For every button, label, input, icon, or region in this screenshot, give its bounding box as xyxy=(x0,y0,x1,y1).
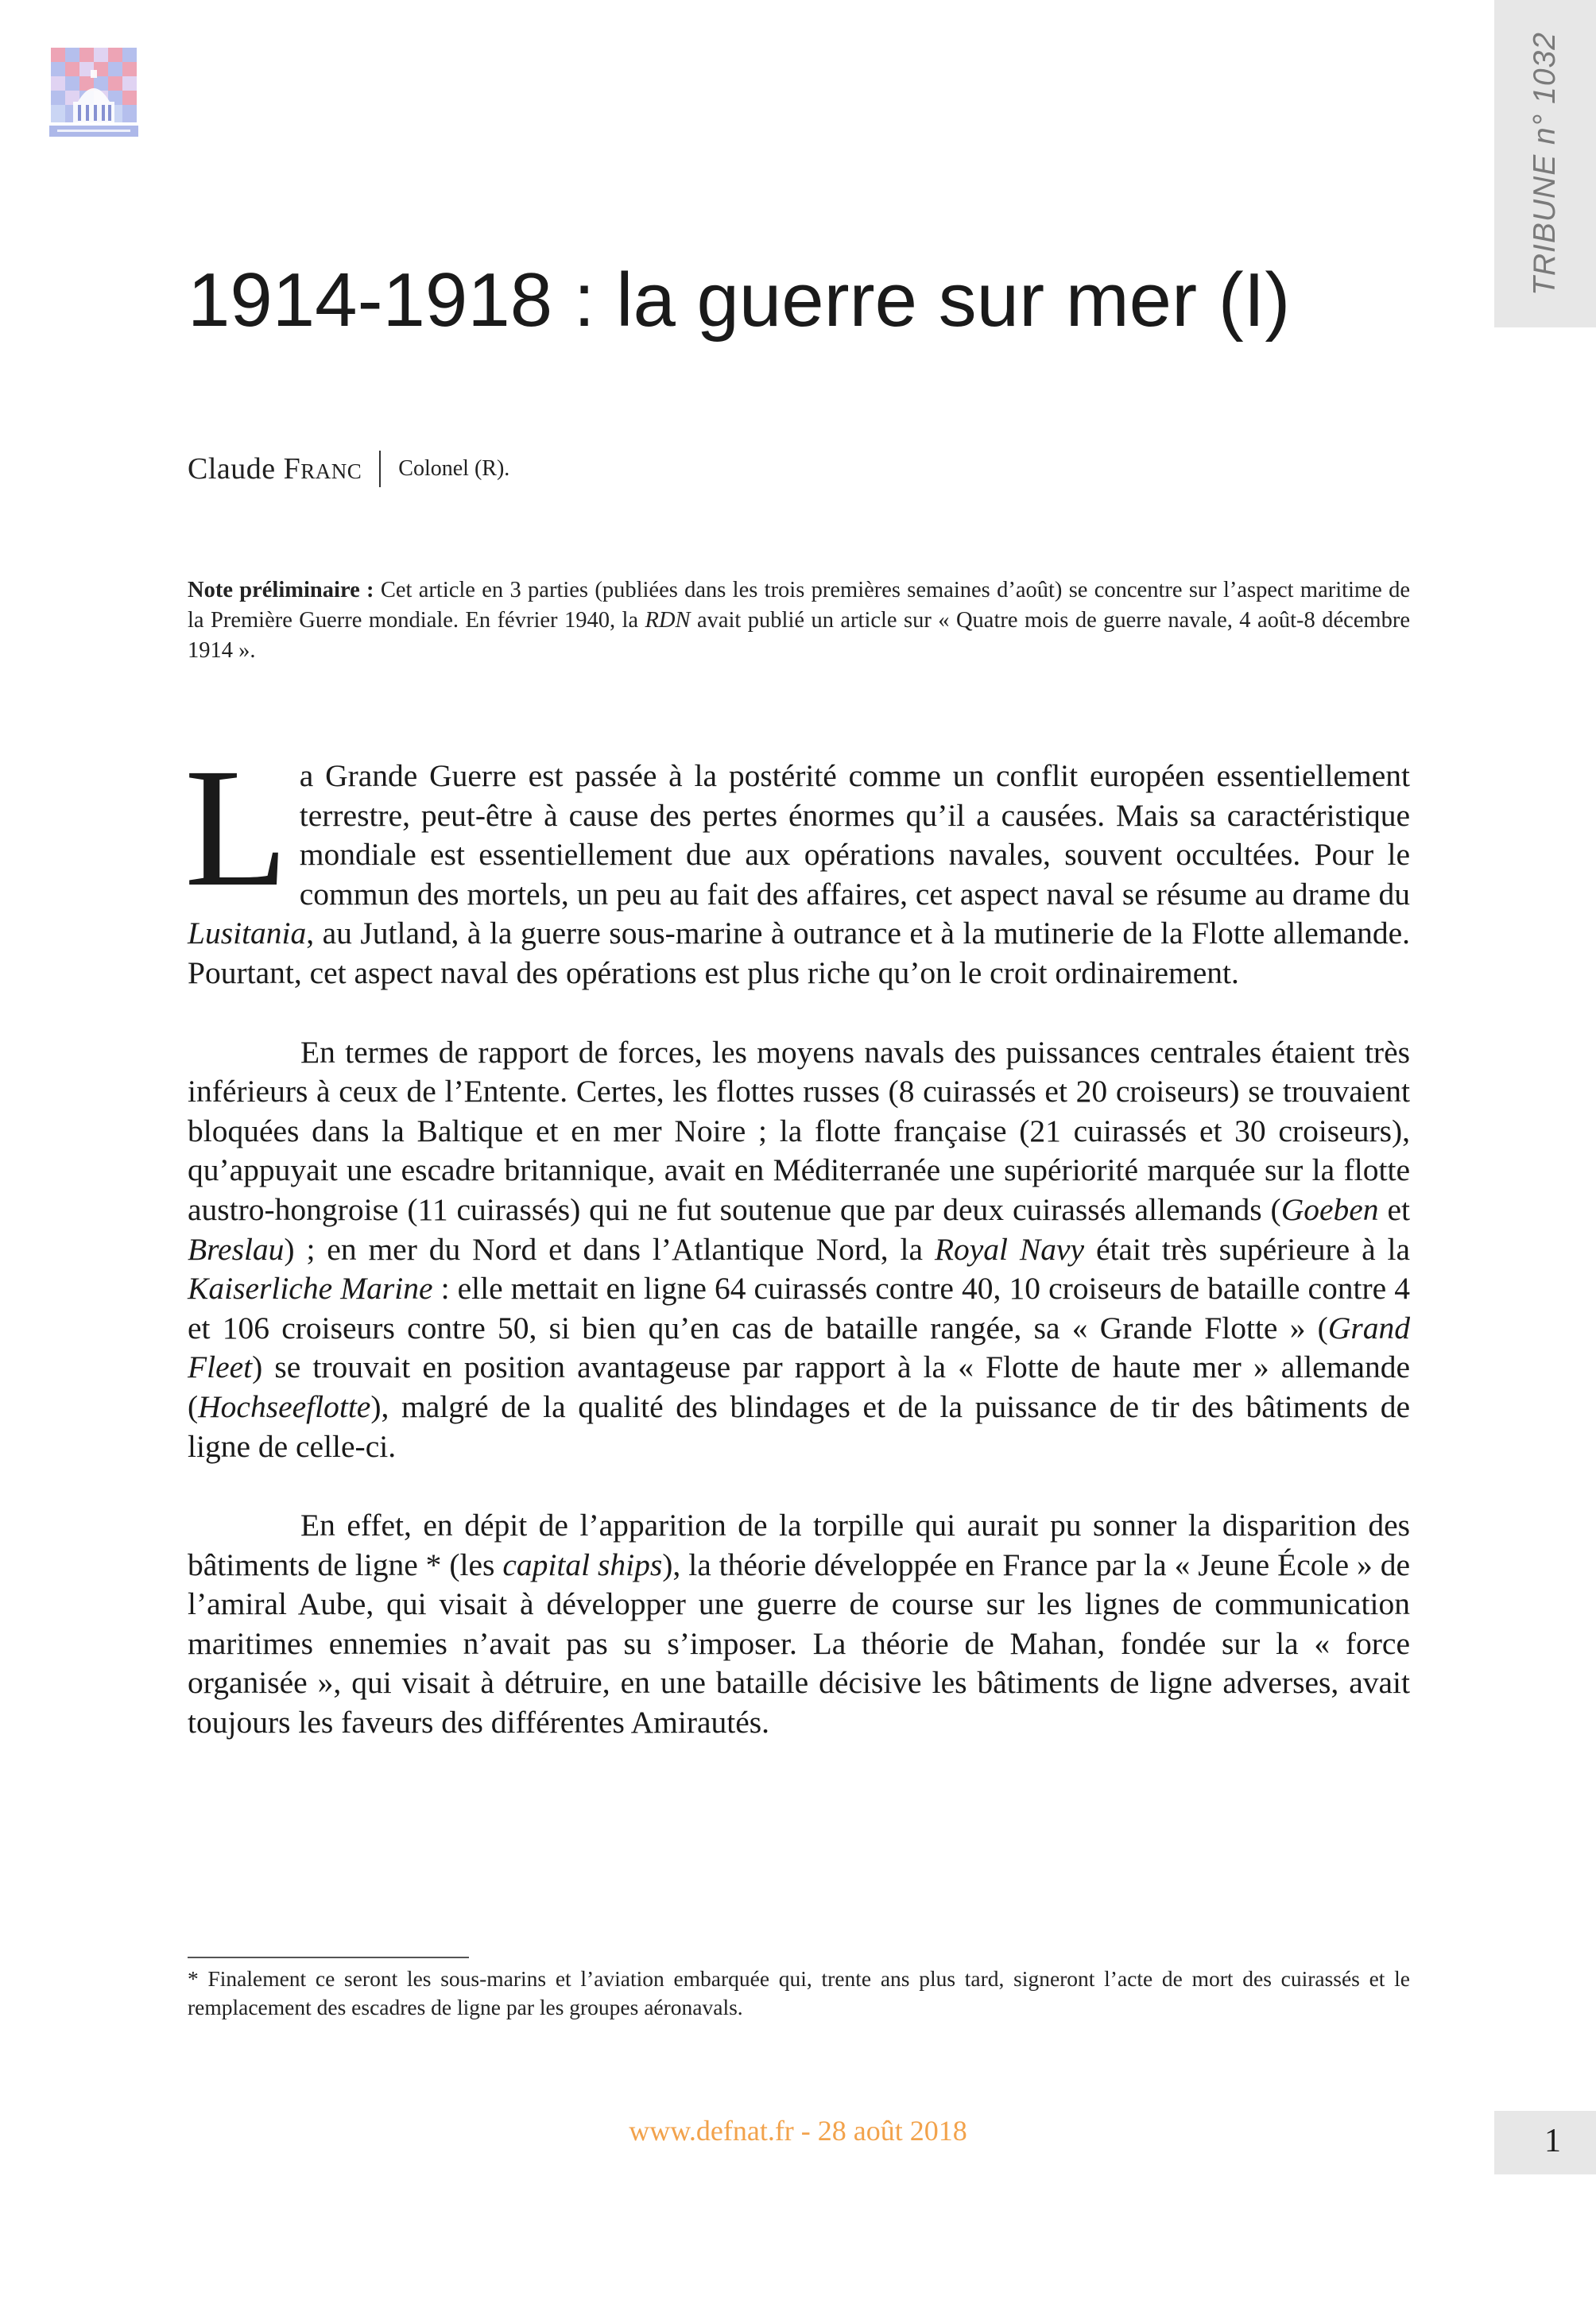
preliminary-note xyxy=(188,575,1410,666)
footer-link[interactable]: www.defnat.fr - 28 août 2018 xyxy=(629,2115,967,2147)
side-tab xyxy=(1494,0,1596,327)
p3-text-2: ), la théorie développée en France par la « Jeune École » de l’amiral Aube, qui visait à développer une guerre de course sur les lignes de communication maritimes ennemies n’avait pas su s’imposer. La théorie de Mahan, fondée sur la « force organisée », qui visait à détruire, en une bataille décisive les bâtiments de ligne adverses, avait toujours les faveurs des différentes Amirautés. xyxy=(188,1547,1410,1740)
p2-text-3: ) ; en mer du Nord et dans l’Atlantique Nord, la xyxy=(284,1231,924,1267)
p1-text-2: , au Jutland, à la guerre sous-marine à outrance et à la mutinerie de la Flotte allemande. Pourtant, cet aspect naval des opérations est plus riche qu’on le croit ordinairement. xyxy=(188,916,1410,990)
note-rdn: RDN xyxy=(645,608,691,633)
note-label: Note préliminaire : xyxy=(188,578,374,602)
p2-goeben: Goeben xyxy=(1280,1191,1379,1227)
p2-royal-navy: Royal Navy xyxy=(934,1231,1085,1267)
p2-text-5: : elle mettait en ligne 64 cuirassés contre 40, 10 croiseurs de bataille contre 4 et 106 croiseurs contre 50, si bien qu’en cas de bataille rangée, sa « Grande Flotte » ( xyxy=(188,1271,1410,1346)
p3-text-1: En effet, en dépit de l’apparition de la torpille qui aurait pu sonner la disparition des bâtiments de ligne * (les xyxy=(188,1508,1410,1582)
p1-lusitania: Lusitania xyxy=(188,916,307,951)
p2-text-1: En termes de rapport de forces, les moyens navals des puissances centrales étaient très inférieurs à ceux de l’Entente. Certes, les flottes russes (8 cuirassés et 20 croiseurs) se trouvaient bloquées dans la Baltique et en mer Noire ; la flotte française (21 cuirassés et 30 croiseurs), qu’appuyait une escadre britannique, avait en Méditerranée une supériorité marquée sur la flotte austro-hongroise (11 cuirassés) qui ne fut soutenue que par deux cuirassés allemands ( xyxy=(188,1034,1410,1227)
p2-hochseeflotte: Hochseeflotte xyxy=(198,1388,371,1424)
tribune-label: TRIBUNE n° 1032 xyxy=(1528,32,1562,296)
author-last-name: Franc xyxy=(283,452,362,486)
p2-text-4: était très supérieure à la xyxy=(1095,1231,1410,1267)
p2-text-6: ) se trouvait en position avantageuse par rapport à la « Flotte de haute mer » allemande ( xyxy=(188,1349,1410,1424)
p2-breslau: Breslau xyxy=(188,1231,285,1267)
footnote: * Finalement ce seront les sous-marins et l’aviation embarquée qui, trente ans plus tard, signeront l’acte de mort des cuirassés et le remplacement des escadres de ligne par les groupes aéronavals. xyxy=(188,1966,1410,2019)
p3-capital-ships: capital ships xyxy=(502,1547,663,1582)
note-text-1: Cet article en 3 parties (publiées dans les trois premières semaines d’août) se concentre sur l’aspect maritime de la Première Guerre mondiale. En février 1940, la xyxy=(188,578,1411,633)
p2-grand-fleet: Grand Fleet xyxy=(188,1310,1410,1385)
note-text-2: avait publié un article sur « Quatre mois de guerre navale, 4 août-8 décembre 1914 ». xyxy=(188,608,1410,663)
p2-text-7: ), malgré de la qualité des blindages et de la puissance de tir des bâtiments de ligne de celle-ci. xyxy=(188,1388,1410,1464)
paragraph-2 xyxy=(188,1033,1410,1467)
p1-text-1: a Grande Guerre est passée à la postérité comme un conflit européen essentiellement terrestre, peut-être à cause des pertes énormes qu’il a causées. Mais sa caractéristique mondiale est essentiellement due aux opérations navales, souvent occultées. Pour le commun des mortels, un peu au fait des affaires, cet aspect naval se résume au drame du xyxy=(299,758,1410,912)
p2-text-2: et xyxy=(1387,1191,1411,1227)
author-name xyxy=(188,451,362,486)
article-body xyxy=(184,734,1411,1783)
publication-logo xyxy=(46,46,141,143)
page-number-tab xyxy=(1494,2111,1596,2174)
paragraph-3 xyxy=(188,1506,1410,1743)
byline-separator xyxy=(379,451,381,487)
byline xyxy=(188,450,509,488)
author-first-name: Claude xyxy=(188,452,276,486)
page-number: 1 xyxy=(1544,2123,1561,2159)
page-title: 1914-1918 : la guerre sur mer (I) xyxy=(188,257,1291,343)
drop-cap: L xyxy=(184,734,289,922)
footnote-divider xyxy=(188,1957,469,1958)
paragraph-1 xyxy=(184,734,1410,993)
author-role: Colonel (R). xyxy=(398,456,510,481)
p2-kaiserliche-marine: Kaiserliche Marine xyxy=(188,1271,433,1307)
